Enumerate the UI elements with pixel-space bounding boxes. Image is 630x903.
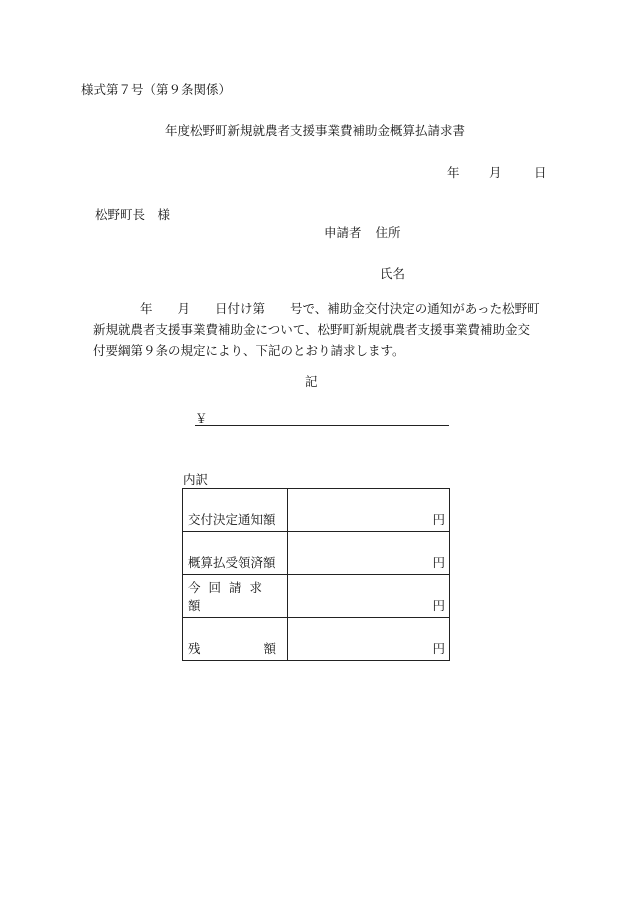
address-label: 住所 <box>375 225 401 240</box>
body-line-3: 付要綱第９条の規定により、下記のとおり請求します。 <box>93 343 405 358</box>
row-label-received: 概算払受領済額 <box>183 532 288 575</box>
date-year-label: 年 <box>447 165 460 180</box>
table-row <box>183 489 450 532</box>
body-line-1: 年 月 日付け第 号で、補助金交付決定の通知があった松野町 <box>140 301 540 316</box>
table-row <box>183 618 450 661</box>
breakdown-table <box>182 488 450 661</box>
body-line-2: 新規就農者支援事業費補助金について、松野町新規就農者支援事業費補助金交 <box>93 322 531 337</box>
table-row <box>183 575 450 618</box>
yen-symbol: ￥ <box>195 411 208 426</box>
ki-heading: 記 <box>305 374 318 389</box>
date-line <box>447 163 547 181</box>
breakdown-label: 内訳 <box>183 472 209 487</box>
amount-cell-received: 円 <box>288 532 450 575</box>
amount-cell-current-request: 円 <box>288 575 450 618</box>
amount-yen-line <box>195 409 449 426</box>
applicant-address-row <box>324 223 401 241</box>
request-body-text <box>95 298 555 361</box>
date-day-label: 日 <box>534 165 547 180</box>
form-number: 様式第７号（第９条関係） <box>81 82 232 97</box>
row-label-grant-decision: 交付決定通知額 <box>183 489 288 532</box>
row-label-current-request: 今回請求額 <box>183 575 288 618</box>
table-row <box>183 532 450 575</box>
amount-cell-remaining: 円 <box>288 618 450 661</box>
applicant-label: 申請者 <box>324 225 362 240</box>
addressee: 松野町長 様 <box>95 207 171 222</box>
date-month-label: 月 <box>489 165 502 180</box>
row-label-remaining: 残 額 <box>183 618 288 661</box>
amount-cell-grant-decision: 円 <box>288 489 450 532</box>
name-label: 氏名 <box>380 266 406 281</box>
document-title: 年度松野町新規就農者支援事業費補助金概算払請求書 <box>164 123 465 138</box>
